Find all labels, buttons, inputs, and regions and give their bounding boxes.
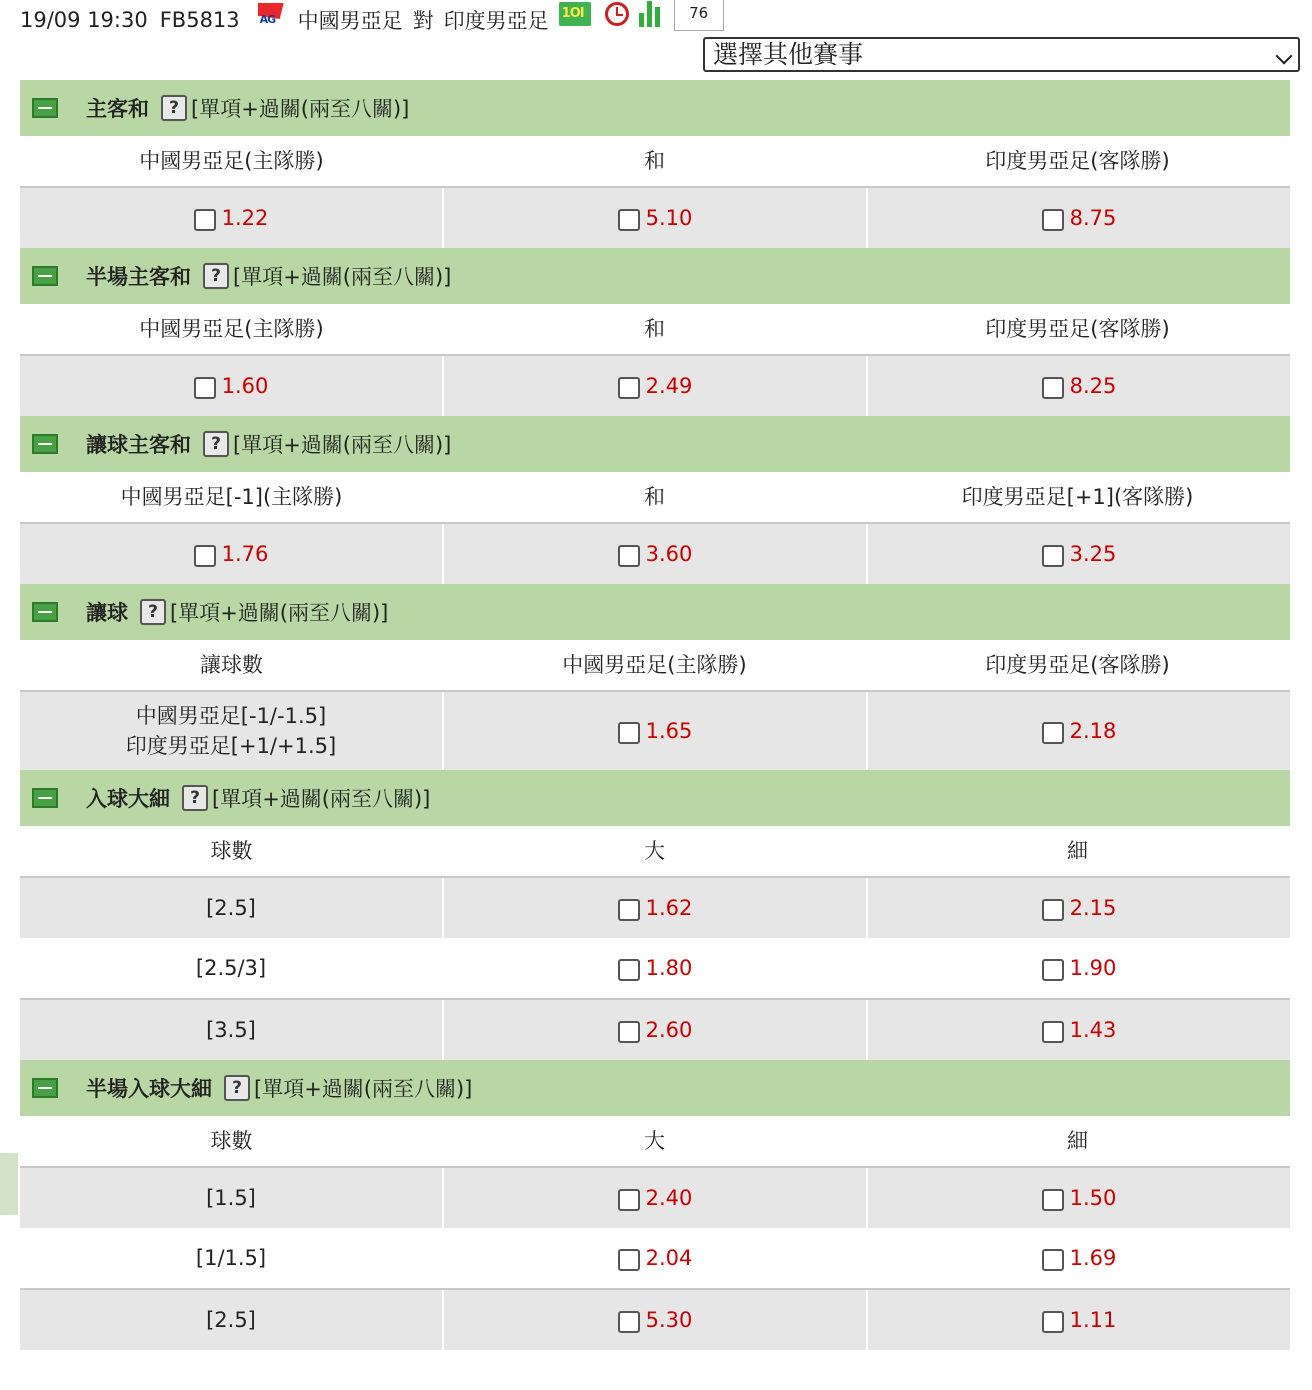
bet-checkbox[interactable]	[618, 209, 640, 231]
odds-cell	[866, 188, 1290, 248]
odds-value[interactable]: 3.60	[645, 542, 693, 566]
odds-cell	[442, 188, 866, 248]
help-icon[interactable]: ?	[140, 599, 166, 625]
bet-checkbox[interactable]	[618, 722, 640, 744]
collapse-icon[interactable]	[32, 788, 58, 808]
column-header: 中國男亞足[-1](主隊勝)	[120, 485, 343, 509]
bet-checkbox[interactable]	[618, 899, 640, 921]
column-header-row	[20, 136, 1290, 186]
odds-value[interactable]: 1.11	[1069, 1308, 1117, 1332]
stats-chart-icon[interactable]	[639, 1, 660, 27]
bet-checkbox[interactable]	[194, 545, 216, 567]
odds-cell	[866, 1228, 1290, 1288]
odds-cell	[866, 356, 1290, 416]
collapse-icon[interactable]	[32, 1078, 58, 1098]
odds-row	[20, 354, 1290, 416]
help-icon[interactable]: ?	[203, 431, 229, 457]
odds-cell	[866, 524, 1290, 584]
market-header	[20, 584, 1290, 640]
market-section	[20, 584, 1290, 770]
help-icon[interactable]: ?	[182, 785, 208, 811]
market-section	[20, 770, 1290, 1060]
market-section	[20, 80, 1290, 248]
match-datetime: 19/09 19:30	[20, 8, 148, 32]
bet-checkbox[interactable]	[1042, 1189, 1064, 1211]
odds-cell	[442, 1168, 866, 1228]
column-header: 中國男亞足(主隊勝)	[139, 149, 324, 173]
odds-value[interactable]: 1.50	[1069, 1186, 1117, 1210]
chevron-down-icon	[1276, 48, 1293, 65]
column-header: 和	[644, 317, 665, 341]
odds-cell	[20, 524, 442, 584]
odds-value[interactable]: 8.25	[1069, 374, 1117, 398]
odds-row	[20, 690, 1290, 770]
odds-cell	[866, 878, 1290, 938]
market-title: 讓球	[86, 601, 128, 625]
market-header	[20, 80, 1290, 136]
vs-label: 對	[412, 9, 434, 33]
market-title: 主客和	[86, 97, 149, 121]
odds-cell	[442, 356, 866, 416]
bet-checkbox[interactable]	[618, 1311, 640, 1333]
away-team-name: 印度男亞足	[443, 9, 549, 33]
odds-row	[20, 1166, 1290, 1228]
odds-cell	[866, 1168, 1290, 1228]
column-header: 印度男亞足(客隊勝)	[985, 317, 1170, 341]
line-label	[20, 692, 442, 770]
market-bet-type-note: [單項+過關(兩至八關)]	[212, 787, 431, 811]
market-bet-type-note: [單項+過關(兩至八關)]	[233, 265, 452, 289]
column-header-row	[20, 826, 1290, 876]
market-section	[20, 248, 1290, 416]
line-label: [2.5]	[206, 1308, 256, 1332]
market-title: 讓球主客和	[86, 433, 191, 457]
column-header: 大	[644, 1129, 665, 1153]
odds-value[interactable]: 2.18	[1069, 719, 1117, 743]
odds-cell	[442, 692, 866, 770]
market-header	[20, 416, 1290, 472]
odds-value[interactable]: 1.43	[1069, 1018, 1117, 1042]
bet-checkbox[interactable]	[618, 959, 640, 981]
odds-row	[20, 1288, 1290, 1350]
odds-cell	[442, 524, 866, 584]
odds-value[interactable]: 2.40	[645, 1186, 693, 1210]
odds-row	[20, 876, 1290, 938]
bet-checkbox[interactable]	[1042, 1311, 1064, 1333]
odds-value[interactable]: 1.65	[645, 719, 693, 743]
odds-cell	[20, 188, 442, 248]
odds-value[interactable]: 3.25	[1069, 542, 1117, 566]
odds-cell	[866, 1290, 1290, 1350]
column-header: 印度男亞足(客隊勝)	[985, 149, 1170, 173]
bet-checkbox[interactable]	[194, 377, 216, 399]
odds-value[interactable]: 5.10	[645, 206, 693, 230]
odds-value[interactable]: 1.22	[221, 206, 269, 230]
column-header: 印度男亞足(客隊勝)	[985, 653, 1170, 677]
other-match-select[interactable]	[703, 37, 1300, 72]
bet-checkbox[interactable]	[618, 1249, 640, 1271]
bet-checkbox[interactable]	[1042, 899, 1064, 921]
line-label-stack	[126, 701, 336, 761]
odds-value[interactable]: 2.60	[645, 1018, 693, 1042]
column-header: 中國男亞足(主隊勝)	[562, 653, 747, 677]
market-bet-type-note: [單項+過關(兩至八關)]	[170, 601, 389, 625]
column-header-row	[20, 640, 1290, 690]
market-title: 半場主客和	[86, 265, 191, 289]
column-header: 細	[1067, 1129, 1088, 1153]
bet-checkbox[interactable]	[618, 1021, 640, 1043]
line-label-text: 印度男亞足[+1/+1.5]	[125, 734, 337, 758]
odds-cell	[442, 878, 866, 938]
odds-cell	[442, 1290, 866, 1350]
markets-list	[20, 80, 1290, 1350]
odds-row	[20, 938, 1290, 998]
market-bet-type-note: [單項+過關(兩至八關)]	[191, 97, 410, 121]
column-header: 和	[644, 149, 665, 173]
market-header	[20, 1060, 1290, 1116]
column-header: 讓球數	[200, 653, 263, 677]
odds-cell	[866, 692, 1290, 770]
odds-value[interactable]: 1.76	[221, 542, 269, 566]
collapse-icon[interactable]	[32, 98, 58, 118]
column-header: 印度男亞足[+1](客隊勝)	[961, 485, 1194, 509]
bet-checkbox[interactable]	[194, 209, 216, 231]
bet-checkbox[interactable]	[1042, 377, 1064, 399]
odds-row	[20, 186, 1290, 248]
odds-cell	[442, 1228, 866, 1288]
line-label-text: 中國男亞足[-1/-1.5]	[135, 704, 327, 728]
odds-cell	[442, 1000, 866, 1060]
match-header	[20, 0, 724, 40]
odds-value[interactable]: 1.62	[645, 896, 693, 920]
bet-checkbox[interactable]	[1042, 959, 1064, 981]
odds-value[interactable]: 2.15	[1069, 896, 1117, 920]
bet-checkbox[interactable]	[1042, 1021, 1064, 1043]
help-icon[interactable]: ?	[161, 95, 187, 121]
collapse-icon[interactable]	[32, 266, 58, 286]
market-title: 半場入球大細	[86, 1077, 212, 1101]
line-label: [1/1.5]	[195, 1246, 267, 1270]
odds-value[interactable]: 1.60	[221, 374, 269, 398]
odds-value[interactable]: 5.30	[645, 1308, 693, 1332]
line-label: [1.5]	[206, 1186, 256, 1210]
more-bets-count[interactable]: 76	[674, 0, 724, 31]
clock-icon[interactable]	[605, 2, 629, 26]
column-header-row	[20, 472, 1290, 522]
odds-value[interactable]: 2.49	[645, 374, 693, 398]
column-header: 中國男亞足(主隊勝)	[139, 317, 324, 341]
column-header: 大	[644, 839, 665, 863]
collapse-icon[interactable]	[32, 602, 58, 622]
market-title: 入球大細	[86, 787, 170, 811]
bet-checkbox[interactable]	[1042, 209, 1064, 231]
odds-cell	[442, 938, 866, 998]
bet-checkbox[interactable]	[1042, 722, 1064, 744]
match-code: FB5813	[159, 8, 240, 32]
odds-row	[20, 1228, 1290, 1288]
line-label: [3.5]	[206, 1018, 256, 1042]
odds-value[interactable]: 2.04	[645, 1246, 693, 1270]
column-header: 球數	[210, 1129, 253, 1153]
odds-row	[20, 998, 1290, 1060]
column-header-row	[20, 304, 1290, 354]
market-bet-type-note: [單項+過關(兩至八關)]	[233, 433, 452, 457]
bet-checkbox[interactable]	[618, 1189, 640, 1211]
collapse-icon[interactable]	[32, 434, 58, 454]
market-section	[20, 416, 1290, 584]
odds-value[interactable]: 1.90	[1069, 956, 1117, 980]
market-bet-type-note: [單項+過關(兩至八關)]	[254, 1077, 473, 1101]
column-header: 球數	[210, 839, 253, 863]
bet-checkbox[interactable]	[618, 377, 640, 399]
help-icon[interactable]: ?	[224, 1075, 250, 1101]
bet-checkbox[interactable]	[618, 545, 640, 567]
line-label: [2.5/3]	[195, 956, 267, 980]
line-label: [2.5]	[206, 896, 256, 920]
odds-value[interactable]: 1.69	[1069, 1246, 1117, 1270]
odds-cell	[20, 356, 442, 416]
home-team-name: 中國男亞足	[297, 9, 403, 33]
ag-flag-icon[interactable]: AG	[256, 3, 286, 29]
help-icon[interactable]: ?	[203, 263, 229, 289]
odds-value[interactable]: 8.75	[1069, 206, 1117, 230]
bet-checkbox[interactable]	[1042, 1249, 1064, 1271]
odds-cell	[866, 1000, 1290, 1060]
odds-cell	[866, 938, 1290, 998]
column-header: 細	[1067, 839, 1088, 863]
bet-checkbox[interactable]	[1042, 545, 1064, 567]
odds-row	[20, 522, 1290, 584]
column-header-row	[20, 1116, 1290, 1166]
side-tab[interactable]	[0, 1153, 18, 1215]
other-match-select-value: 選擇其他賽事	[713, 40, 864, 69]
market-header	[20, 770, 1290, 826]
column-header: 和	[644, 485, 665, 509]
live-tv-icon[interactable]: 1OI	[559, 2, 591, 26]
market-section	[20, 1060, 1290, 1350]
market-header	[20, 248, 1290, 304]
odds-value[interactable]: 1.80	[645, 956, 693, 980]
